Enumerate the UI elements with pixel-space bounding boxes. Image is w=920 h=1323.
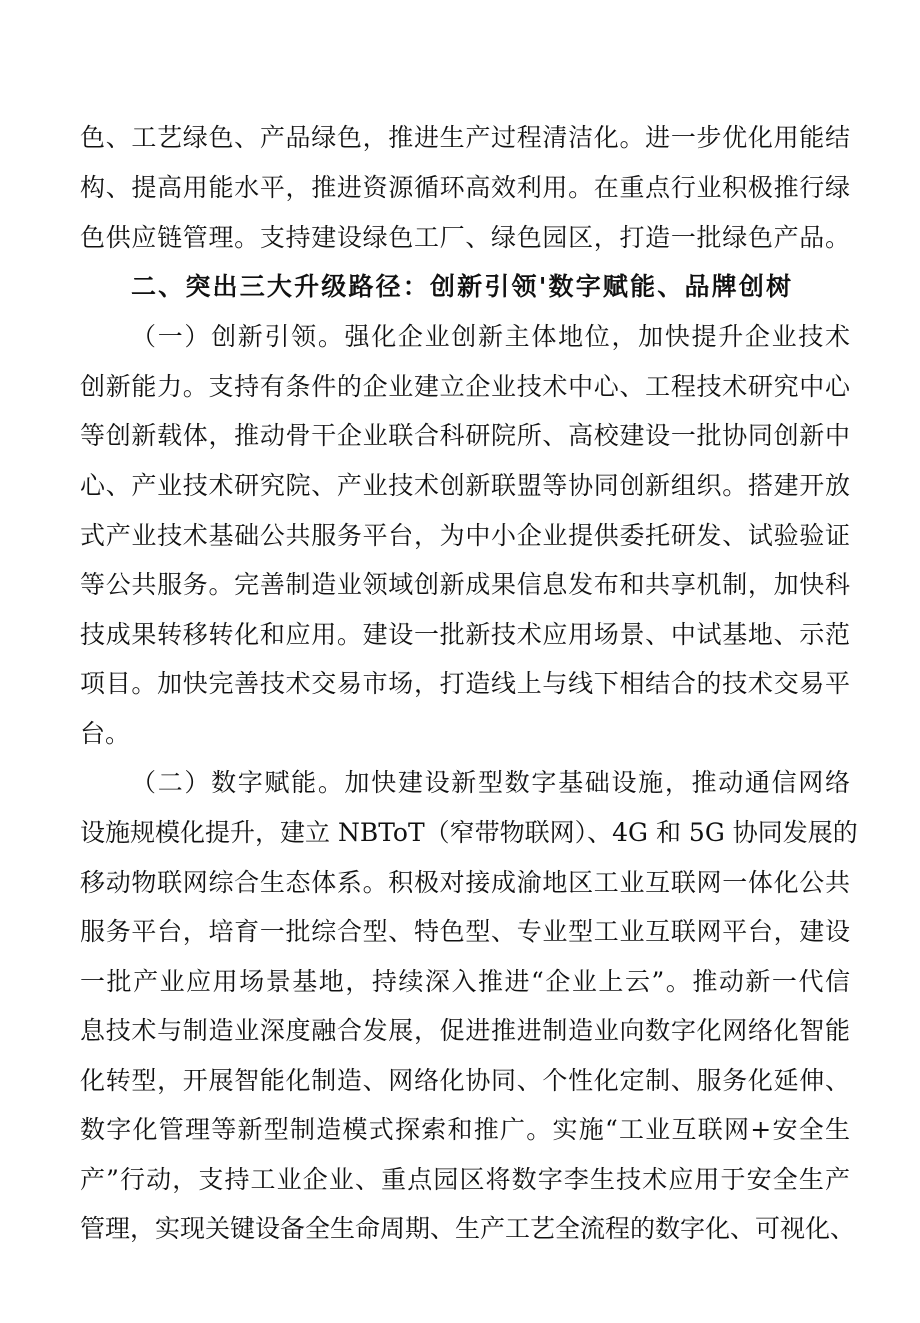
paragraph-line: 等公共服务。完善制造业领域创新成果信息发布和共享机制，加快科 — [80, 570, 850, 599]
paragraph-line: 台。 — [80, 719, 131, 748]
paragraph-line: （一）创新引领。强化企业创新主体地位，加快提升企业技术 — [131, 322, 850, 351]
paragraph-line: 构、提高用能水平，推进资源循环高效利用。在重点行业积极推行绿 — [80, 173, 850, 202]
paragraph-line: 移动物联网综合生态体系。积极对接成渝地区工业互联网一体化公共 — [80, 868, 850, 897]
paragraph-line: 数字化管理等新型制造模式探索和推广。实施“工业互联网+安全生 — [80, 1115, 850, 1144]
paragraph-line: 心、产业技术研究院、产业技术创新联盟等协同创新组织。搭建开放 — [80, 471, 850, 500]
paragraph-line: 项目。加快完善技术交易市场，打造线上与线下相结合的技术交易平 — [80, 669, 850, 698]
paragraph-line: 服务平台，培育一批综合型、特色型、专业型工业互联网平台，建设 — [80, 917, 850, 946]
paragraph-line: 色供应链管理。支持建设绿色工厂、绿色园区，打造一批绿色产品。 — [80, 223, 850, 252]
paragraph-line: 设施规模化提升，建立 NBToT（窄带物联网）、4G 和 5G 协同发展的 — [80, 818, 858, 847]
section-heading: 二、突出三大升级路径：创新引领'数字赋能、品牌创树 — [131, 272, 791, 301]
paragraph-line: （二）数字赋能。加快建设新型数字基础设施，推动通信网络 — [131, 768, 850, 797]
paragraph-line: 一批产业应用场景基地，持续深入推进“企业上云”。推动新一代信 — [80, 967, 850, 996]
paragraph-line: 技成果转移转化和应用。建设一批新技术应用场景、中试基地、示范 — [80, 620, 850, 649]
paragraph-line: 式产业技术基础公共服务平台，为中小企业提供委托研发、试验验证 — [80, 521, 850, 550]
paragraph-line: 产”行动，支持工业企业、重点园区将数字李生技术应用于安全生产 — [80, 1165, 850, 1194]
paragraph-line: 色、工艺绿色、产品绿色，推进生产过程清洁化。进一步优化用能结 — [80, 123, 850, 152]
paragraph-line: 等创新载体，推动骨干企业联合科研院所、高校建设一批协同创新中 — [80, 421, 850, 450]
paragraph-line: 息技术与制造业深度融合发展，促进推进制造业向数字化网络化智能 — [80, 1016, 850, 1045]
paragraph-line: 创新能力。支持有条件的企业建立企业技术中心、工程技术研究中心 — [80, 372, 850, 401]
paragraph-line: 化转型，开展智能化制造、网络化协同、个性化定制、服务化延伸、 — [80, 1066, 850, 1095]
paragraph-line: 管理，实现关键设备全生命周期、生产工艺全流程的数字化、可视化、 — [80, 1214, 856, 1243]
